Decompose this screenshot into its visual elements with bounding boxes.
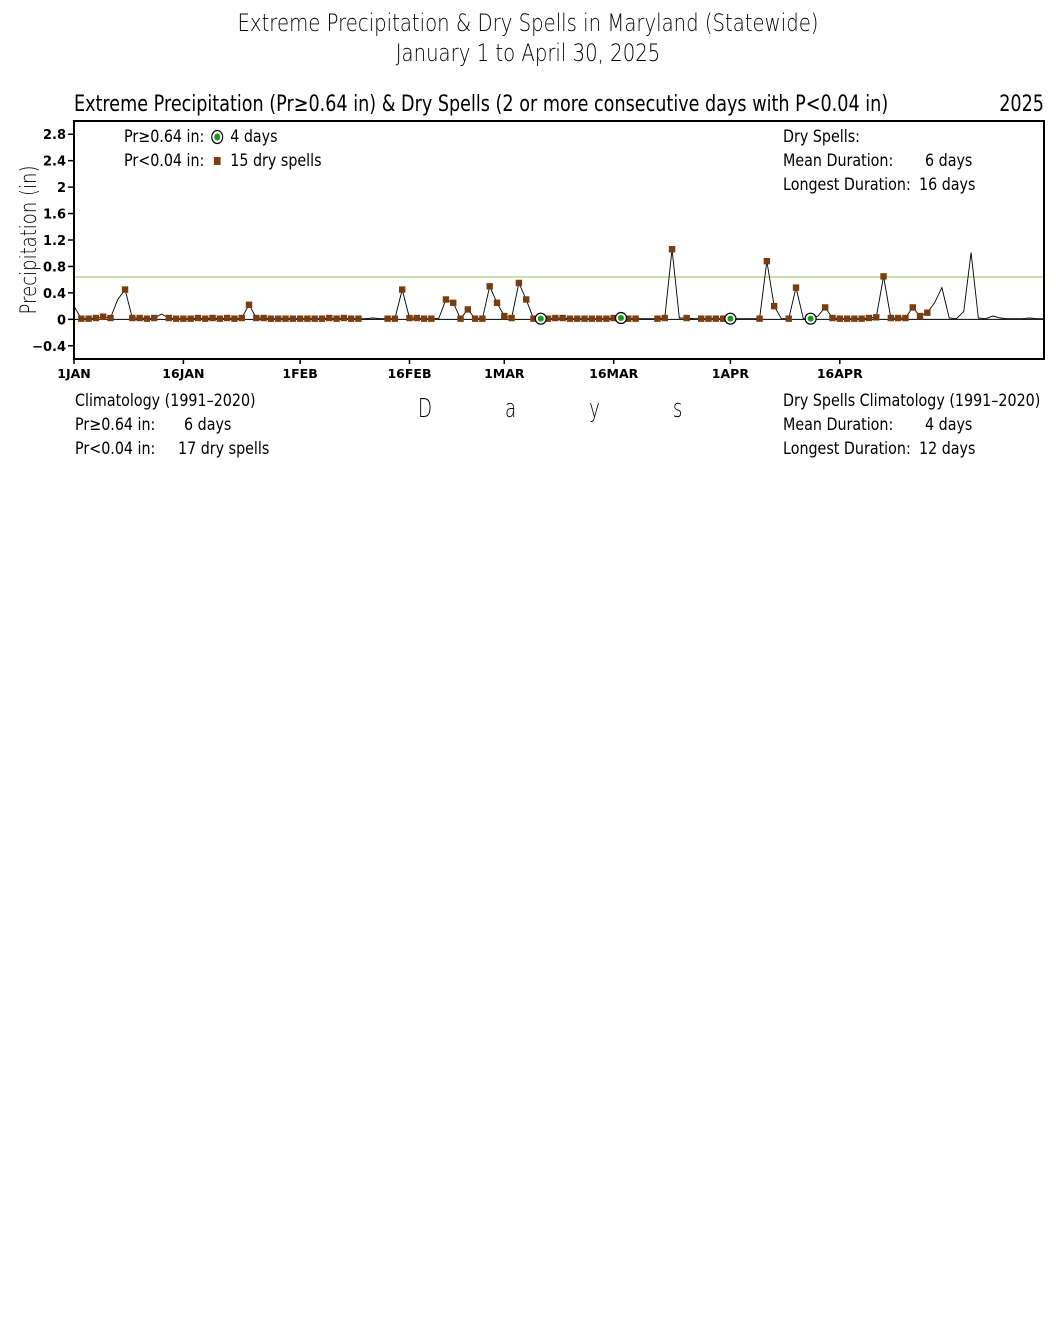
climatology-extreme-label: Pr≥0.64 in: xyxy=(75,415,156,435)
dry-day-marker xyxy=(516,280,522,286)
x-tick-label: 16JAN xyxy=(162,366,205,381)
dry-day-marker xyxy=(683,315,689,321)
dry-day-marker xyxy=(858,315,864,321)
year-label: 2025 xyxy=(999,92,1044,117)
y-tick-label: 1.2 xyxy=(42,234,66,249)
y-tick-label: −0.4 xyxy=(32,339,66,355)
extreme-day-marker xyxy=(725,313,736,324)
legend-extreme xyxy=(124,127,278,147)
dry-spells-longest-value: 16 days xyxy=(919,175,976,195)
dry-day-marker xyxy=(705,315,711,321)
dry-day-marker xyxy=(187,315,193,321)
y-tick-label: 2.4 xyxy=(42,154,66,170)
climatology-extreme-value: 6 days xyxy=(184,415,232,435)
extreme-day-marker xyxy=(805,313,816,324)
x-tick-label: 16APR xyxy=(816,366,863,381)
dry-day-marker xyxy=(268,315,274,321)
x-tick-label: 1JAN xyxy=(57,366,91,381)
legend-extreme-value: 4 days xyxy=(230,127,278,147)
dry-marker-icon xyxy=(209,153,226,169)
dry-day-marker xyxy=(559,315,565,321)
extreme-marker-icon xyxy=(209,129,226,145)
page-title: Extreme Precipitation & Dry Spells in Maryland (Statewide) xyxy=(237,9,819,37)
dry-day-marker xyxy=(239,315,245,321)
dry-day-marker xyxy=(713,315,719,321)
dry-day-marker xyxy=(180,315,186,321)
dry-day-marker xyxy=(129,315,135,321)
dry-day-marker xyxy=(260,315,266,321)
dry-day-marker xyxy=(136,315,142,321)
dry-day-marker xyxy=(771,303,777,309)
x-axis-label: D a y s xyxy=(418,394,716,424)
climatology-dry-value: 17 dry spells xyxy=(178,439,270,459)
dry-day-marker xyxy=(567,315,573,321)
dry-day-marker xyxy=(384,315,390,321)
dry-day-marker xyxy=(669,246,675,252)
dry-day-marker xyxy=(523,296,529,302)
dry-climatology-longest-label: Longest Duration: xyxy=(783,439,911,459)
climatology-dry-label: Pr<0.04 in: xyxy=(75,439,156,459)
dry-day-marker xyxy=(662,315,668,321)
dry-spells-longest-label: Longest Duration: xyxy=(783,175,911,195)
precipitation-chart xyxy=(0,0,1056,400)
y-tick-label: 1.6 xyxy=(42,207,66,223)
y-tick-label: 0 xyxy=(56,313,66,329)
dry-day-marker xyxy=(217,315,223,321)
dry-day-marker xyxy=(399,286,405,292)
dry-day-marker xyxy=(589,315,595,321)
date-range-subtitle: January 1 to April 30, 2025 xyxy=(395,39,661,67)
dry-day-marker xyxy=(851,315,857,321)
dry-spells-mean-label: Mean Duration: xyxy=(783,151,894,171)
x-tick-label: 1MAR xyxy=(484,366,525,381)
precipitation-series-line xyxy=(74,249,1044,318)
dry-day-marker xyxy=(428,315,434,321)
legend-dry xyxy=(124,151,322,171)
dry-day-marker xyxy=(581,315,587,321)
dry-day-marker xyxy=(756,315,762,321)
dry-day-marker xyxy=(479,315,485,321)
dry-day-marker xyxy=(632,315,638,321)
dry-day-marker xyxy=(895,315,901,321)
dry-day-marker xyxy=(290,315,296,321)
dry-day-marker xyxy=(844,315,850,321)
dry-climatology-mean-value: 4 days xyxy=(925,415,973,435)
dry-day-marker xyxy=(304,315,310,321)
dry-spells-heading: Dry Spells: xyxy=(783,127,860,147)
dry-day-marker xyxy=(698,315,704,321)
dry-day-marker xyxy=(596,315,602,321)
dry-day-marker xyxy=(151,315,157,321)
dry-day-marker xyxy=(793,284,799,290)
dry-day-marker xyxy=(880,273,886,279)
dry-day-marker xyxy=(465,306,471,312)
dry-day-marker xyxy=(552,315,558,321)
dry-climatology-mean-label: Mean Duration: xyxy=(783,415,894,435)
dry-day-marker xyxy=(501,313,507,319)
extreme-day-marker xyxy=(615,313,626,324)
dry-day-marker xyxy=(414,315,420,321)
dry-spells-mean-value: 6 days xyxy=(925,151,973,171)
dry-day-marker xyxy=(654,315,660,321)
y-tick-label: 2 xyxy=(56,181,66,197)
y-axis-label: Precipitation (in) xyxy=(15,165,42,315)
dry-day-marker xyxy=(508,315,514,321)
dry-day-marker xyxy=(275,315,281,321)
dry-day-marker xyxy=(253,315,259,321)
dry-day-marker xyxy=(450,300,456,306)
dry-day-marker xyxy=(341,315,347,321)
x-tick-label: 1APR xyxy=(711,366,749,381)
dry-day-marker xyxy=(924,310,930,316)
y-tick-label: 2.8 xyxy=(42,128,66,144)
dry-day-marker xyxy=(282,315,288,321)
x-tick-label: 16MAR xyxy=(589,366,639,381)
dry-day-marker xyxy=(319,315,325,321)
dry-day-marker xyxy=(888,315,894,321)
legend-extreme-label: Pr≥0.64 in: xyxy=(124,127,205,147)
dry-day-marker xyxy=(574,315,580,321)
dry-day-marker xyxy=(93,315,99,321)
dry-day-marker xyxy=(173,315,179,321)
dry-day-marker xyxy=(231,315,237,321)
dry-day-marker xyxy=(85,315,91,321)
dry-climatology-heading: Dry Spells Climatology (1991–2020) xyxy=(783,391,1041,411)
dry-day-marker xyxy=(326,315,332,321)
extreme-day-marker xyxy=(535,313,546,324)
dry-day-marker xyxy=(764,258,770,264)
dry-day-marker xyxy=(78,315,84,321)
dry-day-marker xyxy=(202,315,208,321)
dry-day-marker xyxy=(443,296,449,302)
y-tick-label: 0.4 xyxy=(42,286,66,302)
dry-day-marker xyxy=(603,315,609,321)
dry-day-marker xyxy=(333,315,339,321)
chart-title: Extreme Precipitation (Pr≥0.64 in) & Dry Spells (2 or more consecutive days with P<0.04 in) xyxy=(74,92,889,117)
legend-dry-value: 15 dry spells xyxy=(230,151,322,171)
dry-day-marker xyxy=(209,315,215,321)
dry-day-marker xyxy=(494,300,500,306)
dry-day-marker xyxy=(166,315,172,321)
dry-day-marker xyxy=(392,315,398,321)
y-tick-label: 0.8 xyxy=(42,260,66,276)
climatology-heading: Climatology (1991–2020) xyxy=(75,391,256,411)
dry-day-marker xyxy=(297,315,303,321)
dry-day-marker xyxy=(917,313,923,319)
dry-day-marker xyxy=(406,315,412,321)
dry-day-marker xyxy=(866,315,872,321)
dry-day-marker xyxy=(107,315,113,321)
dry-climatology-longest-value: 12 days xyxy=(919,439,976,459)
dry-day-marker xyxy=(902,315,908,321)
dry-day-marker xyxy=(144,315,150,321)
dry-day-marker xyxy=(195,315,201,321)
dry-day-marker xyxy=(122,286,128,292)
dry-day-marker xyxy=(311,315,317,321)
dry-day-marker xyxy=(873,314,879,320)
dry-day-marker xyxy=(487,283,493,289)
dry-day-marker xyxy=(421,315,427,321)
x-tick-label: 16FEB xyxy=(387,366,432,381)
dry-day-marker xyxy=(457,315,463,321)
dry-day-marker xyxy=(100,313,106,319)
dry-day-marker xyxy=(822,304,828,310)
dry-day-marker xyxy=(348,315,354,321)
legend-dry-label: Pr<0.04 in: xyxy=(124,151,205,171)
x-tick-label: 1FEB xyxy=(282,366,318,381)
dry-day-marker xyxy=(910,304,916,310)
dry-day-marker xyxy=(355,315,361,321)
dry-day-marker xyxy=(224,315,230,321)
dry-day-marker xyxy=(829,315,835,321)
dry-day-marker xyxy=(246,302,252,308)
dry-day-marker xyxy=(837,315,843,321)
dry-day-marker xyxy=(472,315,478,321)
dry-day-marker xyxy=(786,315,792,321)
